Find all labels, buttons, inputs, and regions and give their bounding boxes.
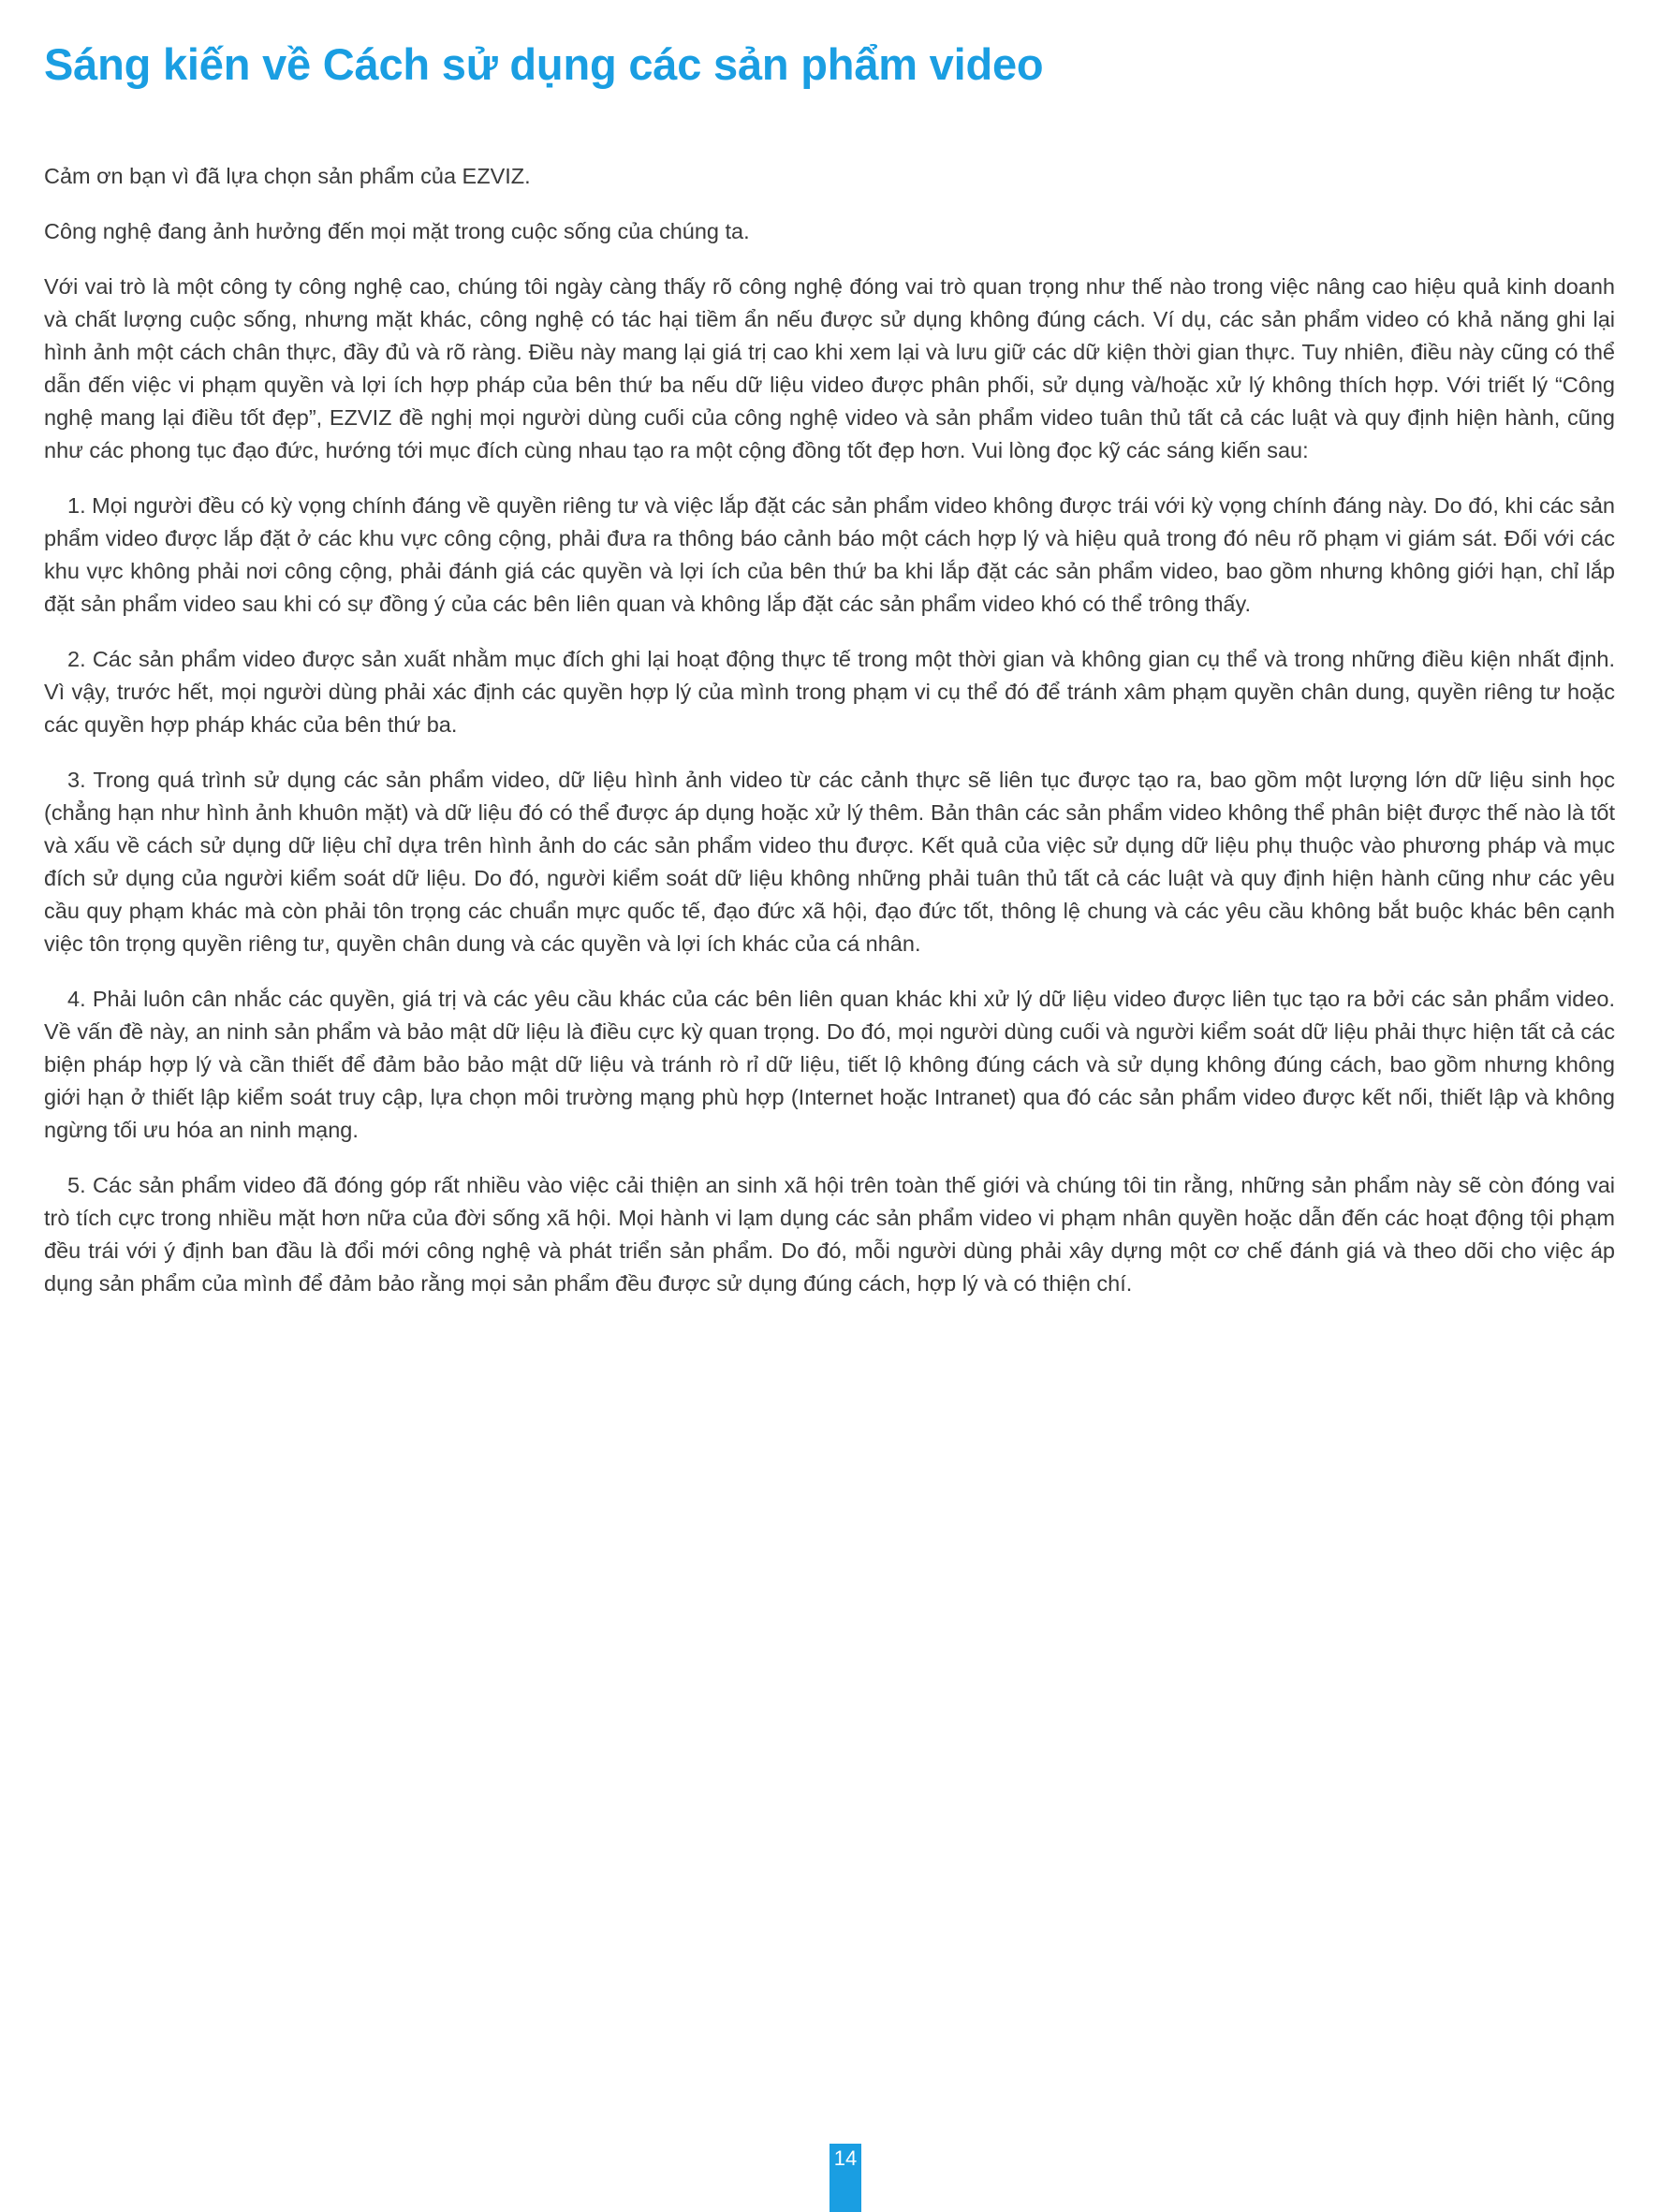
document-page xyxy=(44,37,1615,1323)
initiative-item-3: 3. Trong quá trình sử dụng các sản phẩm video, dữ liệu hình ảnh video từ các cảnh thực sẽ liên tục được tạo ra, bao gồm một lượng lớn dữ liệu sinh học (chẳng hạn như hình ảnh khuôn mặt) và dữ liệu đó có thể được áp dụng hoặc xử lý thêm. Bản thân các sản phẩm video không thể phân biệt được thế nào là tốt và xấu về cách sử dụng dữ liệu chỉ dựa trên hình ảnh do các sản phẩm video thu được. Kết quả của việc sử dụng dữ liệu phụ thuộc vào phương pháp và mục đích sử dụng của người kiểm soát dữ liệu. Do đó, người kiểm soát dữ liệu không những phải tuân thủ tất cả các luật và quy định hiện hành cũng như các yêu cầu quy phạm khác mà còn phải tôn trọng các chuẩn mực quốc tế, đạo đức xã hội, đạo đức tốt, thông lệ chung và các yêu cầu không bắt buộc khác bên cạnh việc tôn trọng quyền riêng tư, quyền chân dung và các quyền và lợi ích khác của cá nhân. xyxy=(44,767,1615,956)
initiative-item-1: 1. Mọi người đều có kỳ vọng chính đáng về quyền riêng tư và việc lắp đặt các sản phẩm video không được trái với kỳ vọng chính đáng này. Do đó, khi các sản phẩm video được lắp đặt ở các khu vực công cộng, phải đưa ra thông báo cảnh báo một cách hợp lý và hiệu quả trong đó nêu rõ phạm vi giám sát. Đối với các khu vực không phải nơi công cộng, phải đánh giá các quyền và lợi ích của bên thứ ba khi lắp đặt các sản phẩm video, bao gồm nhưng không giới hạn, chỉ lắp đặt sản phẩm video sau khi có sự đồng ý của các bên liên quan và không lắp đặt các sản phẩm video khó có thể trông thấy. xyxy=(44,492,1615,616)
page-number-badge: 14 xyxy=(830,2144,861,2212)
initiative-item-4: 4. Phải luôn cân nhắc các quyền, giá trị và các yêu cầu khác của các bên liên quan khác khi xử lý dữ liệu video được liên tục tạo ra bởi các sản phẩm video. Về vấn đề này, an ninh sản phẩm và bảo mật dữ liệu là điều cực kỳ quan trọng. Do đó, mọi người dùng cuối và người kiểm soát dữ liệu phải thực hiện tất cả các biện pháp hợp lý và cần thiết để đảm bảo bảo mật dữ liệu và tránh rò rỉ dữ liệu, tiết lộ không đúng cách và sử dụng không đúng cách, bao gồm nhưng không giới hạn ở thiết lập kiểm soát truy cập, lựa chọn môi trường mạng phù hợp (Internet hoặc Intranet) qua đó các sản phẩm video được kết nối, thiết lập và không ngừng tối ưu hóa an ninh mạng. xyxy=(44,986,1615,1142)
intro-paragraph-philosophy: Với vai trò là một công ty công nghệ cao, chúng tôi ngày càng thấy rõ công nghệ đóng vai trò quan trọng như thế nào trong việc nâng cao hiệu quả kinh doanh và chất lượng cuộc sống, nhưng mặt khác, công nghệ có tác hại tiềm ẩn nếu được sử dụng không đúng cách. Ví dụ, các sản phẩm video có khả năng ghi lại hình ảnh một cách chân thực, đầy đủ và rõ ràng. Điều này mang lại giá trị cao khi xem lại và lưu giữ các dữ kiện thời gian thực. Tuy nhiên, điều này cũng có thể dẫn đến việc vi phạm quyền và lợi ích hợp pháp của bên thứ ba nếu dữ liệu video được phân phối, sử dụng và/hoặc xử lý không thích hợp. Với triết lý “Công nghệ mang lại điều tốt đẹp”, EZVIZ đề nghị mọi người dùng cuối của công nghệ video và sản phẩm video tuân thủ tất cả các luật và quy định hiện hành, cũng như các phong tục đạo đức, hướng tới mục đích cùng nhau tạo ra một cộng đồng tốt đẹp hơn. Vui lòng đọc kỹ các sáng kiến sau: xyxy=(44,273,1615,462)
intro-paragraph-thanks: Cảm ơn bạn vì đã lựa chọn sản phẩm của EZVIZ. xyxy=(44,163,531,188)
page-title: Sáng kiến về Cách sử dụng các sản phẩm video xyxy=(44,39,1044,89)
initiative-item-2: 2. Các sản phẩm video được sản xuất nhằm mục đích ghi lại hoạt động thực tế trong một thời gian và không gian cụ thể và trong những điều kiện nhất định. Vì vậy, trước hết, mọi người dùng phải xác định các quyền hợp lý của mình trong phạm vi cụ thể đó để tránh xâm phạm quyền chân dung, quyền riêng tư hoặc các quyền hợp pháp khác của bên thứ ba. xyxy=(44,646,1615,737)
intro-paragraph-technology: Công nghệ đang ảnh hưởng đến mọi mặt trong cuộc sống của chúng ta. xyxy=(44,218,750,243)
initiative-item-5: 5. Các sản phẩm video đã đóng góp rất nhiều vào việc cải thiện an sinh xã hội trên toàn thế giới và chúng tôi tin rằng, những sản phẩm này sẽ còn đóng vai trò tích cực trong nhiều mặt hơn nữa của đời sống xã hội. Mọi hành vi lạm dụng các sản phẩm video vi phạm nhân quyền hoặc dẫn đến các hoạt động tội phạm đều trái với ý định ban đầu là đổi mới công nghệ và phát triển sản phẩm. Do đó, mỗi người dùng phải xây dựng một cơ chế đánh giá và theo dõi cho việc áp dụng sản phẩm của mình để đảm bảo rằng mọi sản phẩm đều được sử dụng đúng cách, hợp lý và có thiện chí. xyxy=(44,1172,1615,1296)
